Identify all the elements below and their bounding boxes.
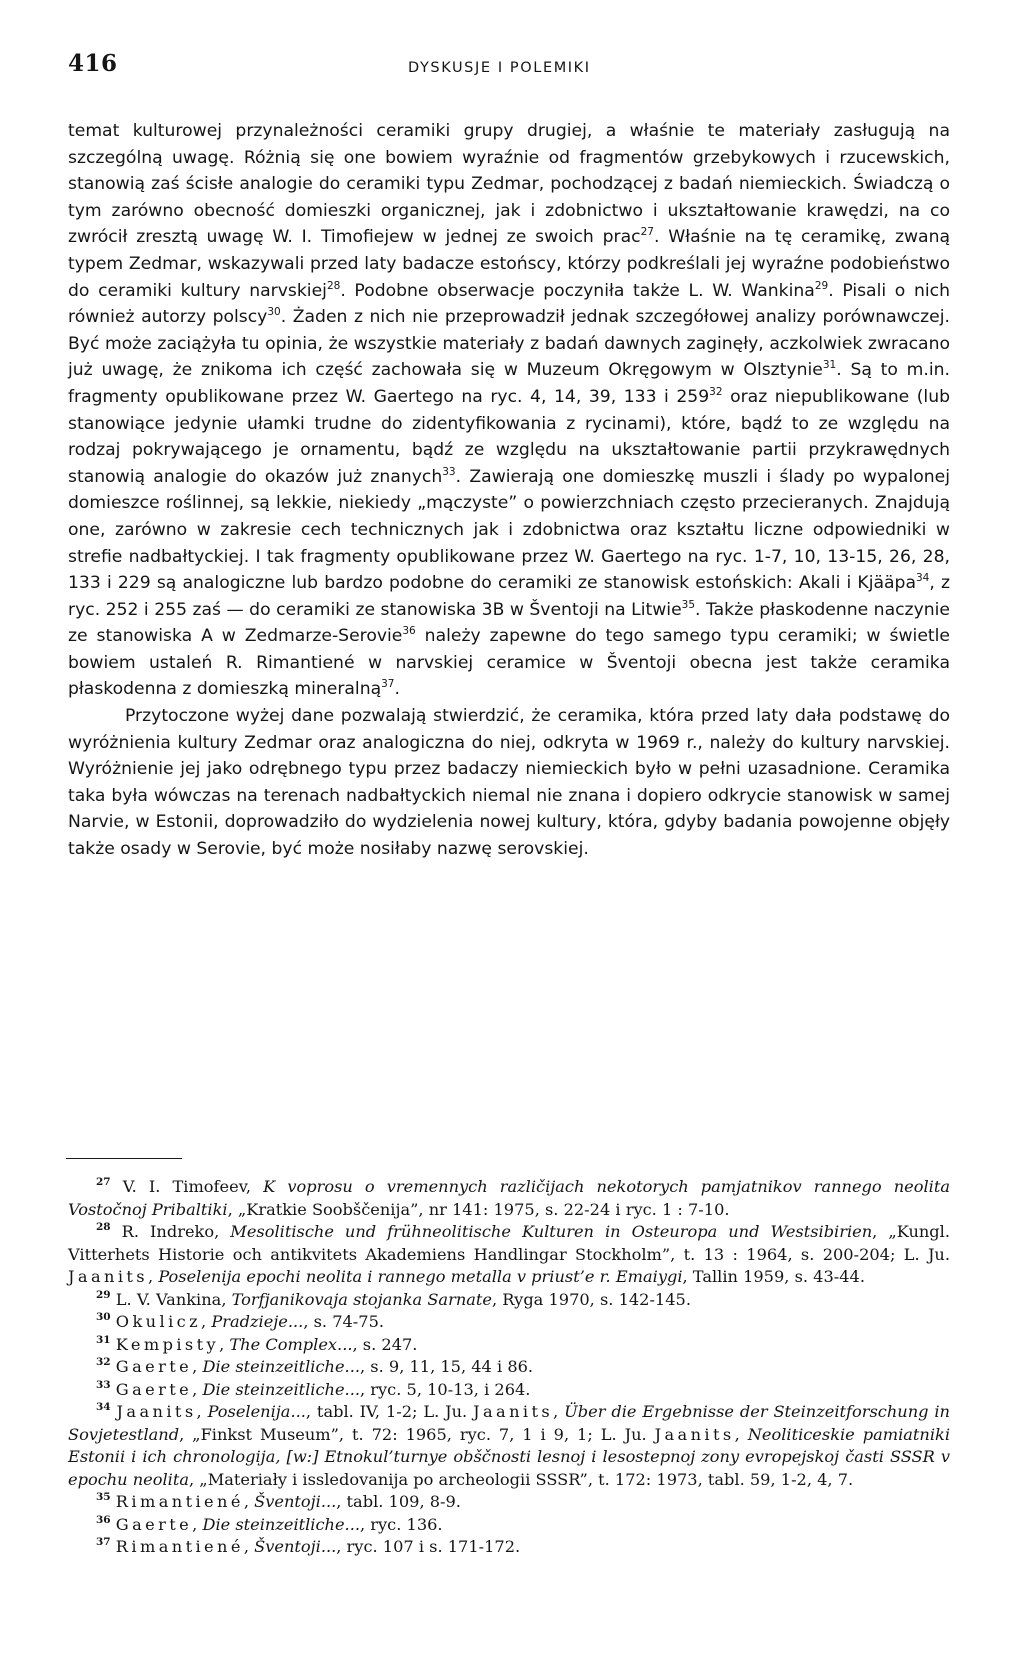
footnote-author: Rimantiené [115,1537,244,1556]
footnote-ref-37[interactable]: 37 [381,678,395,691]
paragraph-1 [68,118,950,703]
footnote-number: 36 [96,1513,111,1526]
footnote-author: Gaerte [115,1514,193,1534]
footnote-author: R. Indreko [121,1222,215,1241]
text-run: . Także płaskodenne naczynie ze stanowiska A w Zedmarze-Serovie [68,599,950,647]
footnote-number: 28 [96,1221,111,1233]
footnote-author: Jaanits [473,1402,554,1421]
text-run: . Podobne obserwacje poczyniła także L. W. Wankina [340,280,815,301]
footnote-rest: , s. 9, 11, 15, 44 i 86. [360,1357,534,1376]
footnote-title: Poselenija... [207,1402,306,1421]
footnote-rest: , „Materiały i issledovanija po archeologii SSSR”, t. 172: 1973, tabl. 59, 1-2, 4, 7. [189,1469,854,1489]
page-header [68,50,950,90]
text-run: . [394,679,400,700]
footnote-title: K voprosu o vremennych različijach nekotorych pamjatnikov rannego neolita Vostočnoj Pribaltiki [68,1177,951,1219]
footnote-title: Šventoji... [254,1537,337,1556]
footnote-ref-34[interactable]: 34 [915,572,930,585]
footnote-author: Okulicz [115,1312,202,1331]
footnote-title: Poselenija epochi neolita i rannego metalla v priust’e r. Emaiygi [158,1267,683,1286]
page-number: 416 [68,50,118,77]
footnote-rest: , tabl. 109, 8-9. [336,1492,461,1511]
text-run: . Żaden z nich nie przeprowadził jednak szczegółowej analizy porównawczej. Być może zaciążyła tu opinia, że wszystkie materiały z badań dawnych zaginęły, aczkolwiek zwracano już uwagę, że znikoma ich część zachowała się w Muzeum Okręgowym w Olsztynie [68,307,950,381]
footnote-separator [66,1158,182,1159]
footnote-author: Kempisty [115,1334,220,1354]
footnote-number: 32 [96,1356,111,1368]
footnote-rest: , s. 74-75. [303,1312,385,1331]
paragraph-2: Przytoczone wyżej dane pozwalają stwierdzić, że ceramika, która przed laty dała podstawę do wyróżnienia kultury Zedmar oraz analogiczna do niej, odkryta w 1969 r., należy do kultury narvskiej. Wyróżnienie jej jako odrębnego typu przez badaczy niemieckich było w pełni uzasadnione. Ceramika taka była wówczas na terenach nadbałtyckich niemal nie znana i dopiero odkrycie stanowisk w samej Narvie, w Estonii, doprowadziło do wydzielenia nowej kultury, która, gdyby badania powojenne objęły także osady w Serovie, być może nosiłaby nazwę serovskiej. [68,706,950,860]
text-run: , z ryc. 252 i 255 zaś — do ceramiki ze stanowiska 3B w Šventoji na Litwie [68,573,950,620]
text-run: . Pisali o nich również autorzy polscy [68,280,950,328]
footnote-title: Neoliticeskie pamiatniki Estonii i ich chronologija, [w:] Etnokul’turnye obščnosti lesnoj i lesostepnoj zony evropejskoj časti SSSR v epochu neolita [68,1424,950,1489]
footnote-30: $^{30}$ Okulicz, Pradzieje..., s. 74-75. [96,1311,385,1331]
footnote-35: $^{35}$ Rimantiené, Šventoji..., tabl. 109, 8-9. [96,1491,461,1511]
footnote-title: Über die Ergebnisse der Steinzeitforschung in Sovjetestland [68,1402,950,1444]
footnote-33: $^{33}$ Gaerte, Die steinzeitliche..., ryc. 5, 10-13, i 264. [96,1378,531,1399]
footnote-author: Jaanits [654,1424,735,1444]
main-text [68,118,950,863]
footnote-ref-36[interactable]: 36 [402,625,416,638]
footnote-title: Šventoji... [254,1492,337,1511]
footnote-title: Die steinzeitliche... [202,1379,360,1399]
footnote-title: Die steinzeitliche... [202,1357,360,1376]
footnote-mid: , „Finkst Museum”, t. 72: 1965, ryc. 7, 1 i 9, 1; L. Ju. [179,1424,655,1444]
footnote-title: Mesolitische und frühneolitische Kulturen in Osteuropa und Westsibirien [230,1222,873,1241]
footnote-ref-30[interactable]: 30 [267,306,281,319]
text-run: . Są to m.in. fragmenty opublikowane przez W. Gaertego na ryc. 4, 14, 39, 133 i 259 [68,360,951,407]
footnote-author: V. I. Timofeev [122,1177,246,1196]
footnote-number: 30 [96,1311,111,1323]
footnote-title: The Complex... [229,1334,353,1354]
footnote-28: $^{28}$ R. Indreko, Mesolitische und frühneolitische Kulturen in Osteuropa und Westsibirien, „Kungl. Vitterhets Historie och antikvitets Akademiens Handlingar Stockholm”, t. 13 : 1964, s. 200-204; L. Ju. Jaanits, Poselenija epochi neolita i rannego metalla v priust’e r. Emaiygi, Tallin 1959, s. 43-44. [68,1221,950,1286]
footnote-34: $^{34}$ Jaanits, Poselenija..., tabl. IV, 1-2; L. Ju. Jaanits, Über die Ergebnisse der Steinzeitforschung in Sovjetestland, „Finkst Museum”, t. 72: 1965, ryc. 7, 1 i 9, 1; L. Ju. Jaanits, Neoliticeskie pamiatniki Estonii i ich chronologija, [w:] Etnokul’turnye obščnosti lesnoj i lesostepnoj zony evropejskoj časti SSSR v epochu neolita, „Materiały i issledovanija po archeologii SSSR”, t. 172: 1973, tabl. 59, 1-2, 4, 7. [68,1401,950,1489]
footnote-ref-32[interactable]: 32 [709,385,723,398]
footnote-author: L. V. Vankina [115,1289,222,1309]
footnote-29: $^{29}$ L. V. Vankina, Torfjanikovaja stojanka Sarnate, Ryga 1970, s. 142-145. [96,1288,691,1309]
footnote-rest: , „Kratkie Soobščenija”, nr 141: 1975, s. 22-24 i ryc. 1 : 7-10. [227,1199,730,1219]
footnote-37: $^{37}$ Rimantiené, Šventoji..., ryc. 107 i s. 171-172. [96,1536,521,1556]
footnote-ref-29[interactable]: 29 [814,279,829,292]
footnote-rest: , ryc. 107 i s. 171-172. [336,1537,521,1556]
footnote-ref-31[interactable]: 31 [822,359,837,372]
footnote-title: Die steinzeitliche... [202,1514,360,1534]
footnote-number: 34 [96,1401,111,1413]
footnote-mid: , tabl. IV, 1-2; L. Ju. [305,1402,474,1421]
text-run: należy zapewne do tego samego typu ceramiki; w świetle bowiem ustaleń R. Rimantiené w narvskiej ceramice w Šventoji obecna jest także ceramika płaskodenna z domieszką mineralną [68,626,950,700]
footnote-author: Jaanits [116,1402,197,1421]
footnote-number: 27 [96,1176,111,1188]
footnote-title: Pradzieje... [211,1312,304,1331]
footnote-ref-28[interactable]: 28 [326,279,341,292]
footnote-author: Gaerte [115,1357,193,1376]
footnote-author: Gaerte [115,1379,193,1399]
footnote-ref-33[interactable]: 33 [442,465,456,478]
footnote-number: 35 [96,1491,111,1503]
footnote-rest: , ryc. 136. [360,1514,443,1534]
footnote-number: 37 [96,1536,111,1548]
footnote-mid: , „Kungl. Vitterhets Historie och antikvitets Akademiens Handlingar Stockholm”, t. 13 : 1964, s. 200-204; L. Ju. [68,1222,950,1264]
footnote-31: $^{31}$ Kempisty, The Complex..., s. 247. [96,1333,418,1354]
footnote-32: $^{32}$ Gaerte, Die steinzeitliche..., s. 9, 11, 15, 44 i 86. [96,1356,534,1376]
footnote-rest: , ryc. 5, 10-13, i 264. [360,1379,531,1399]
footnote-author: Rimantiené [115,1492,244,1511]
footnote-ref-35[interactable]: 35 [681,598,696,611]
footnote-rest: , Ryga 1970, s. 142-145. [491,1289,691,1309]
text-run: temat kulturowej przynależności ceramiki grupy drugiej, a właśnie te materiały zasługują na szczególną uwagę. Różnią się one bowiem wyraźnie od fragmentów grzebykowych i rzucewskich, stanowią zaś ścisłe analogie do ceramiki typu Zedmar, pochodzącej z badań niemieckich. Świadczą o tym zarówno obecność domieszki organicznej, jak i zdobnictwo i ukształtowanie krawędzi, na co zwrócił zresztą uwagę W. I. Timofiejew w jednej ze swoich prac [68,121,950,248]
footnote-36: $^{36}$ Gaerte, Die steinzeitliche..., ryc. 136. [96,1513,443,1534]
footnote-rest: , Tallin 1959, s. 43-44. [682,1267,865,1286]
running-head: DYSKUSJE I POLEMIKI [408,60,591,76]
footnote-27: $^{27}$ V. I. Timofeev, K voprosu o vremennych različijach nekotorych pamjatnikov rannego neolita Vostočnoj Pribaltiki, „Kratkie Soobščenija”, nr 141: 1975, s. 22-24 i ryc. 1 : 7-10. [68,1176,951,1219]
text-run: . Zawierają one domieszkę muszli i ślady po wypalonej domieszce roślinnej, są lekkie, niekiedy „mączyste” o powierzchniach często przecieranych. Znajdują one, zarówno w zakresie cech technicznych jak i zdobnictwa oraz kształtu liczne odpowiedniki w strefie nadbałtyckiej. I tak fragmenty opublikowane przez W. Gaertego na ryc. 1-7, 10, 13-15, 26, 28, 133 i 229 są analogiczne lub bardzo podobne do ceramiki ze stanowisk estońskich: Akali i Kjääpa [68,466,950,594]
text-run: . Właśnie na tę ceramikę, zwaną typem Zedmar, wskazywali przed laty badacze estońscy, którzy podkreślali jej wyraźne podobieństwo do ceramiki kultury narvskiej [68,227,951,301]
footnotes [68,1176,950,1559]
footnote-title: Torfjanikovaja stojanka Sarnate [231,1289,492,1309]
footnote-number: 31 [96,1333,111,1346]
text-run: oraz niepublikowane (lub stanowiące jedynie ułamki trudne do zidentyfikowania z rycinami), które, bądź to ze względu na rodzaj pokrywającego je ornamentu, bądź ze względu na ukształtowanie partii przykrawędnych stanowią analogie do okazów już znanych [68,386,950,487]
footnote-number: 29 [96,1288,111,1301]
footnote-rest: , s. 247. [352,1334,418,1354]
footnote-ref-27[interactable]: 27 [640,226,654,239]
footnote-author: Jaanits [68,1267,149,1286]
footnote-number: 33 [96,1378,111,1391]
